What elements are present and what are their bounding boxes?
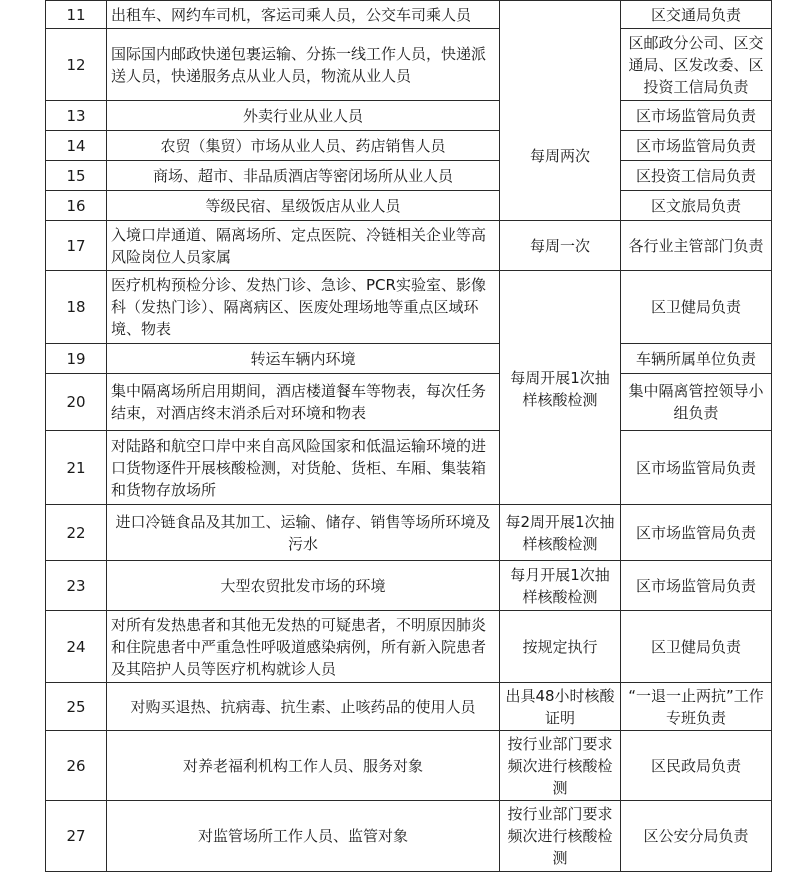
- row-responsible: 区卫健局负责: [621, 611, 772, 683]
- table-row: [46, 271, 772, 344]
- row-number: 21: [46, 431, 107, 505]
- row-responsible: 各行业主管部门负责: [621, 221, 772, 271]
- row-responsible: 车辆所属单位负责: [621, 344, 772, 374]
- table-row: [46, 1, 772, 29]
- table-row: [46, 374, 772, 431]
- row-item: 大型农贸批发市场的环境: [107, 561, 500, 611]
- row-item: 对购买退热、抗病毒、抗生素、止咳药品的使用人员: [107, 683, 500, 731]
- table-row: [46, 161, 772, 191]
- row-number: 26: [46, 731, 107, 801]
- row-number: 14: [46, 131, 107, 161]
- frequency-per-department: 按行业部门要求频次进行核酸检测: [500, 731, 621, 801]
- row-item: 集中隔离场所启用期间，酒店楼道餐车等物表，每次任务结束，对酒店终末消杀后对环境和物表: [107, 374, 500, 431]
- row-responsible: 区民政局负责: [621, 731, 772, 801]
- row-item: 对养老福利机构工作人员、服务对象: [107, 731, 500, 801]
- table-row: [46, 431, 772, 505]
- frequency-biweekly-sampling: 每2周开展1次抽样核酸检测: [500, 505, 621, 561]
- row-item: 对陆路和航空口岸中来自高风险国家和低温运输环境的进口货物逐件开展核酸检测，对货舱、货柜、车厢、集装箱和货物存放场所: [107, 431, 500, 505]
- table-row: [46, 731, 772, 801]
- testing-schedule-table: [45, 0, 772, 872]
- table-row: [46, 191, 772, 221]
- row-item: 对监管场所工作人员、监管对象: [107, 801, 500, 872]
- row-number: 12: [46, 29, 107, 101]
- row-number: 25: [46, 683, 107, 731]
- table-row: [46, 505, 772, 561]
- row-number: 15: [46, 161, 107, 191]
- row-number: 19: [46, 344, 107, 374]
- row-number: 16: [46, 191, 107, 221]
- row-item: 医疗机构预检分诊、发热门诊、急诊、PCR实验室、影像科（发热门诊）、隔离病区、医废处理场地等重点区域环境、物表: [107, 271, 500, 344]
- row-responsible: 区公安分局负责: [621, 801, 772, 872]
- table-row: [46, 101, 772, 131]
- frequency-as-required: 按规定执行: [500, 611, 621, 683]
- row-item: 转运车辆内环境: [107, 344, 500, 374]
- table-row: [46, 344, 772, 374]
- row-number: 27: [46, 801, 107, 872]
- row-number: 11: [46, 1, 107, 29]
- row-responsible: 区交通局负责: [621, 1, 772, 29]
- frequency-monthly-sampling: 每月开展1次抽样核酸检测: [500, 561, 621, 611]
- row-item: 对所有发热患者和其他无发热的可疑患者，不明原因肺炎和住院患者中严重急性呼吸道感染病例，所有新入院患者及其陪护人员等医疗机构就诊人员: [107, 611, 500, 683]
- frequency-weekly: 每周一次: [500, 221, 621, 271]
- row-responsible: 区投资工信局负责: [621, 161, 772, 191]
- row-responsible: 区市场监管局负责: [621, 131, 772, 161]
- row-item: 外卖行业从业人员: [107, 101, 500, 131]
- table-row: [46, 683, 772, 731]
- row-responsible: 区卫健局负责: [621, 271, 772, 344]
- row-item: 出租车、网约车司机，客运司乘人员，公交车司乘人员: [107, 1, 500, 29]
- row-responsible: “一退一止两抗”工作专班负责: [621, 683, 772, 731]
- row-number: 17: [46, 221, 107, 271]
- table-row: [46, 131, 772, 161]
- row-responsible: 区市场监管局负责: [621, 561, 772, 611]
- frequency-weekly-sampling: 每周开展1次抽样核酸检测: [500, 271, 621, 505]
- row-responsible: 区市场监管局负责: [621, 101, 772, 131]
- frequency-48h-certificate: 出具48小时核酸证明: [500, 683, 621, 731]
- row-number: 23: [46, 561, 107, 611]
- row-number: 22: [46, 505, 107, 561]
- table-row: [46, 611, 772, 683]
- row-responsible: 区邮政分公司、区交通局、区发改委、区投资工信局负责: [621, 29, 772, 101]
- row-item: 国际国内邮政快递包裹运输、分拣一线工作人员，快递派送人员，快递服务点从业人员，物流从业人员: [107, 29, 500, 101]
- row-responsible: 区市场监管局负责: [621, 431, 772, 505]
- row-number: 24: [46, 611, 107, 683]
- row-responsible: 区文旅局负责: [621, 191, 772, 221]
- table-row: [46, 801, 772, 872]
- row-responsible: 区市场监管局负责: [621, 505, 772, 561]
- row-item: 进口冷链食品及其加工、运输、储存、销售等场所环境及污水: [107, 505, 500, 561]
- row-item: 农贸（集贸）市场从业人员、药店销售人员: [107, 131, 500, 161]
- row-item: 等级民宿、星级饭店从业人员: [107, 191, 500, 221]
- table-row: [46, 29, 772, 101]
- row-responsible: 集中隔离管控领导小组负责: [621, 374, 772, 431]
- row-number: 13: [46, 101, 107, 131]
- row-item: 商场、超市、非品质酒店等密闭场所从业人员: [107, 161, 500, 191]
- row-item: 入境口岸通道、隔离场所、定点医院、冷链相关企业等高风险岗位人员家属: [107, 221, 500, 271]
- table-row: [46, 221, 772, 271]
- row-number: 18: [46, 271, 107, 344]
- frequency-twice-weekly: 每周两次: [500, 1, 621, 221]
- row-number: 20: [46, 374, 107, 431]
- table-row: [46, 561, 772, 611]
- frequency-per-department: 按行业部门要求频次进行核酸检测: [500, 801, 621, 872]
